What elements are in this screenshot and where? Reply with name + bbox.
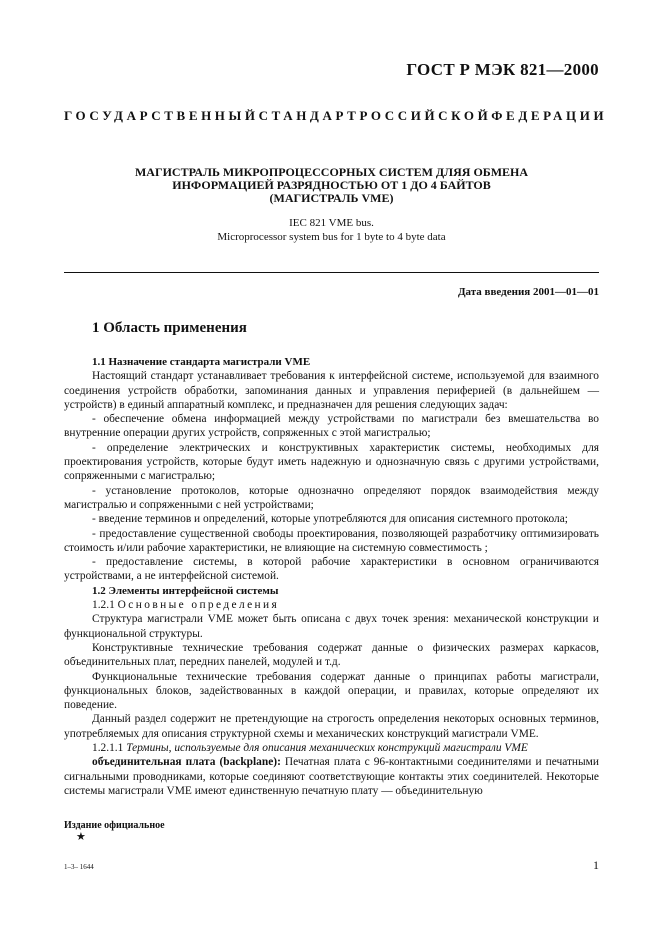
state-word-1: ГОСУДАРСТВЕННЫЙ bbox=[64, 108, 259, 123]
list-item-6: - предоставление системы, в которой рабочие характеристики в основном ограничиваются устройствами, а не интерфейсной системой. bbox=[64, 556, 599, 583]
list-item-2: - определение электрических и конструктивных характеристик системы, необходимых для проектирования устройств, которые будут иметь надежную и однозначную связь с другими устройствами, сопряженными с магистралью; bbox=[64, 441, 599, 483]
paragraph-5: Данный раздел содержит не претендующие на строгость определения некоторых основных терминов, употребляемых для описания структурной схемы и механических конструкций магистрали VME. bbox=[64, 713, 599, 740]
english-title bbox=[64, 216, 599, 244]
subsection-1-2-1-title: Основные определения bbox=[117, 599, 280, 612]
english-title-line-2: Microprocessor system bus for 1 byte to 4 byte data bbox=[217, 231, 446, 243]
state-standard-banner bbox=[64, 108, 608, 124]
state-word-3: РОССИЙСКОЙ bbox=[359, 108, 492, 123]
subsection-1-2-1-1-number: 1.2.1.1 bbox=[92, 742, 124, 755]
english-title-line-1: IEC 821 VME bus. bbox=[289, 217, 374, 229]
effective-date: Дата введения 2001—01—01 bbox=[457, 286, 599, 298]
list-item-3: - установление протоколов, которые однозначно определяют порядок взаимодействия между магистралью и сопряженными с ней устройствами; bbox=[64, 484, 599, 511]
document-title bbox=[64, 166, 599, 205]
subsection-1-2: 1.2 Элементы интерфейсной системы bbox=[92, 584, 279, 597]
edition-label: Издание официальное bbox=[64, 820, 165, 831]
term-backplane: объединительная плата (backplane): bbox=[92, 756, 281, 769]
term-definition bbox=[64, 755, 599, 798]
star-icon: ★ bbox=[76, 831, 86, 843]
document-body bbox=[64, 355, 599, 798]
subsection-1-2-1-1 bbox=[64, 741, 599, 755]
page-number: 1 bbox=[593, 858, 599, 872]
paragraph-2: Структура магистрали VME может быть описана с двух точек зрения: механической конструкции и функциональной структуры. bbox=[64, 613, 599, 640]
subsection-1-2-1-number: 1.2.1 bbox=[92, 599, 115, 612]
paragraph-1: Настоящий стандарт устанавливает требования к интерфейсной системе, используемой для взаимного соединения устройств обработки, запоминания данных и управления периферией (в дальнейшем — устройств) в единый аппаратный комплекс, и предназначен для решения следующих задач: bbox=[64, 370, 599, 411]
title-line-1: МАГИСТРАЛЬ МИКРОПРОЦЕССОРНЫХ СИСТЕМ ДЛЯЯ ОБМЕНА bbox=[134, 165, 529, 179]
print-code: 1–3– 1644 bbox=[64, 863, 94, 871]
standard-number: ГОСТ Р МЭК 821—2000 bbox=[406, 60, 599, 79]
subsection-1-2-1 bbox=[64, 598, 599, 612]
list-item-5: - предоставление существенной свободы проектирования, позволяющей разработчику оптимизировать стоимость и/или рабочие характеристики, не влияющие на системную совместимость ; bbox=[64, 527, 599, 554]
list-item-4: - введение терминов и определений, которые употребляются для описания системного протокола; bbox=[92, 513, 568, 526]
state-word-2: СТАНДАРТ bbox=[258, 108, 360, 123]
title-line-3: (МАГИСТРАЛЬ VME) bbox=[269, 191, 394, 205]
section-heading: 1 Область применения bbox=[92, 320, 247, 336]
subsection-1-2-1-1-title: Термины, используемые для описания механических конструкций магистрали VME bbox=[126, 742, 528, 755]
title-line-2: ИНФОРМАЦИЕЙ РАЗРЯДНОСТЬЮ ОТ 1 ДО 4 БАЙТОВ bbox=[172, 178, 491, 192]
subsection-1-1: 1.1 Назначение стандарта магистрали VME bbox=[92, 356, 311, 368]
paragraph-3: Конструктивные технические требования содержат данные о физических размерах каркасов, объединительных плат, передних панелей, модулей и т.д. bbox=[64, 641, 599, 669]
title-divider bbox=[64, 272, 599, 273]
state-word-4: ФЕДЕРАЦИИ bbox=[491, 108, 608, 123]
term-backplane-definition: Печатная плата с 96-контактными соединителями и печатными сигнальными проводниками, которые соединяют соответствующие контакты этих соединителей. Некоторые системы магистрали VME имеют единственную печатную плату — объединительную bbox=[64, 756, 599, 797]
list-item-1: - обеспечение обмена информацией между устройствами по магистрали без вмешательства во внутренние операции других устройств, сопряженных с этой магистралью; bbox=[64, 413, 599, 440]
paragraph-4: Функциональные технические требования содержат данные о принципах работы магистрали, функциональных блоков, задействованных в каждой операции, и правилах, которые определяют их поведение. bbox=[64, 670, 599, 712]
